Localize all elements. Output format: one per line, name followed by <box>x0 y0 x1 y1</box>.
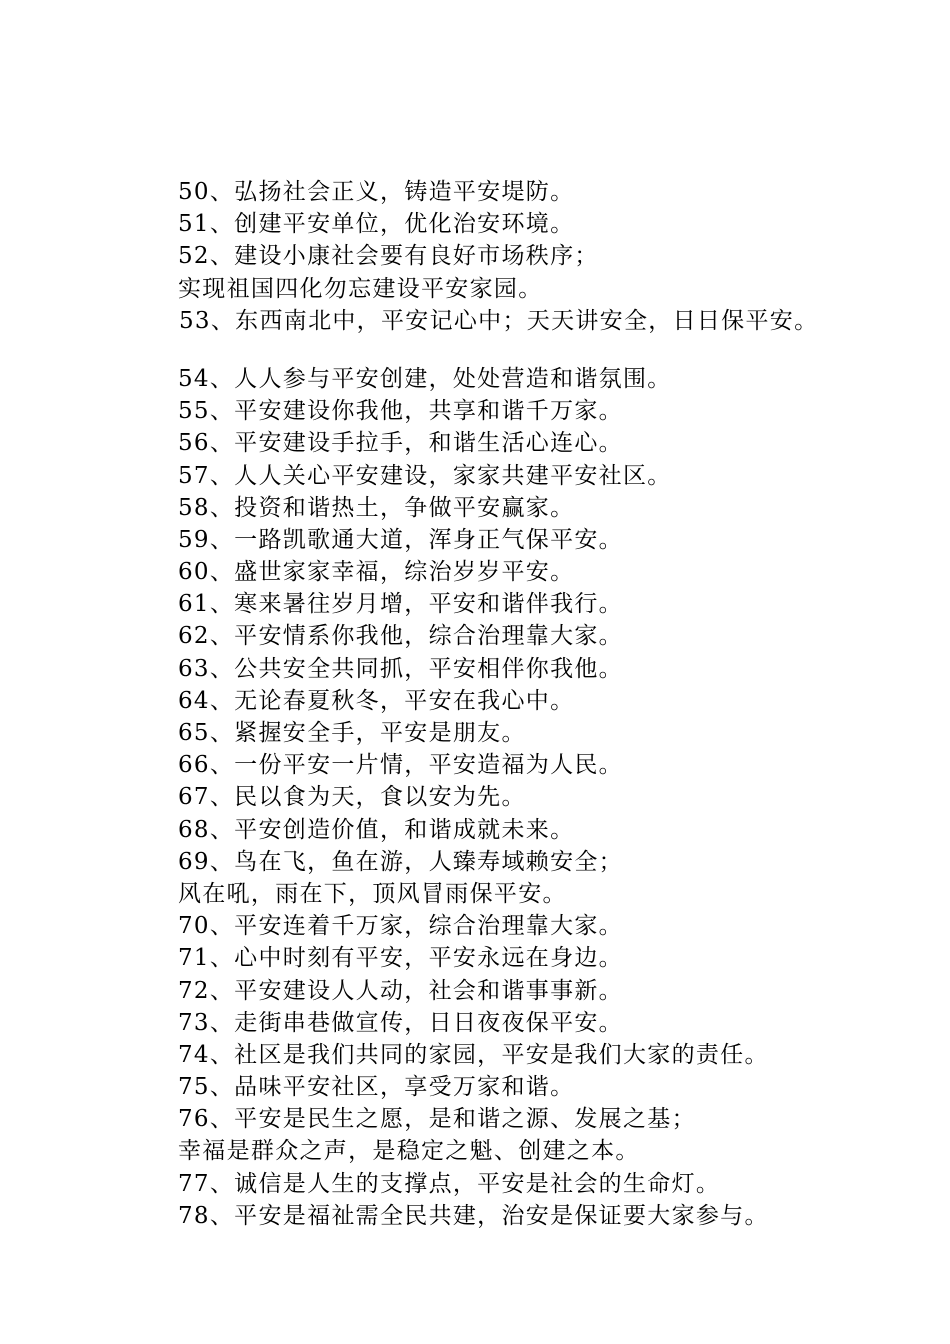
slogan-line-53: 53、东西南北中，平安记心中；天天讲安全，日日保平安。 <box>179 307 819 334</box>
slogan-line-66: 66、一份平安一片情，平安造福为人民。 <box>178 752 623 779</box>
slogan-line-52: 52、建设小康社会要有良好市场秩序； <box>178 243 599 270</box>
slogan-line-67: 67、民以食为天，食以安为先。 <box>178 784 526 811</box>
slogan-line-62: 62、平安情系你我他，综合治理靠大家。 <box>178 623 623 650</box>
slogan-line-71: 71、心中时刻有平安，平安永远在身边。 <box>178 945 623 972</box>
slogan-line-57: 57、人人关心平安建设，家家共建平安社区。 <box>178 462 672 489</box>
slogan-line-52-continued: 实现祖国四化勿忘建设平安家园。 <box>178 275 543 302</box>
slogan-line-64: 64、无论春夏秋冬，平安在我心中。 <box>178 687 575 714</box>
slogan-line-63: 63、公共安全共同抓，平安相伴你我他。 <box>178 655 623 682</box>
slogan-list <box>178 176 918 1232</box>
slogan-line-69-continued: 风在吼，雨在下，顶风冒雨保平安。 <box>178 880 567 907</box>
slogan-line-75: 75、品味平安社区，享受万家和谐。 <box>178 1074 575 1101</box>
slogan-line-78: 78、平安是福祉需全民共建，治安是保证要大家参与。 <box>178 1202 769 1229</box>
slogan-line-50: 50、弘扬社会正义，铸造平安堤防。 <box>178 179 575 205</box>
slogan-line-76-continued: 幸福是群众之声，是稳定之魁、创建之本。 <box>178 1138 640 1165</box>
slogan-line-76: 76、平安是民生之愿，是和谐之源、发展之基； <box>178 1106 696 1133</box>
slogan-line-60: 60、盛世家家幸福，综治岁岁平安。 <box>178 559 575 586</box>
slogan-line-77: 77、诚信是人生的支撑点，平安是社会的生命灯。 <box>178 1170 721 1197</box>
slogan-line-58: 58、投资和谐热土，争做平安赢家。 <box>178 494 575 521</box>
slogan-line-72: 72、平安建设人人动，社会和谐事事新。 <box>178 977 623 1004</box>
slogan-line-73: 73、走街串巷做宣传，日日夜夜保平安。 <box>178 1009 623 1036</box>
slogan-line-59: 59、一路凯歌通大道，浑身正气保平安。 <box>178 526 623 553</box>
slogan-line-68: 68、平安创造价值，和谐成就未来。 <box>178 816 575 843</box>
slogan-line-74: 74、社区是我们共同的家园，平安是我们大家的责任。 <box>178 1041 769 1068</box>
slogan-line-51: 51、创建平安单位，优化治安环境。 <box>178 211 575 238</box>
slogan-line-61: 61、寒来暑往岁月增，平安和谐伴我行。 <box>178 591 623 618</box>
slogan-line-69: 69、鸟在飞，鱼在游，人臻寿域赖安全； <box>178 848 623 875</box>
slogan-line-55: 55、平安建设你我他，共享和谐千万家。 <box>178 398 623 425</box>
slogan-line-65: 65、紧握安全手，平安是朋友。 <box>178 720 526 746</box>
slogan-line-54: 54、人人参与平安创建，处处营造和谐氛围。 <box>178 365 672 392</box>
slogan-line-56: 56、平安建设手拉手，和谐生活心连心。 <box>178 430 623 457</box>
slogan-line-70: 70、平安连着千万家，综合治理靠大家。 <box>178 913 623 940</box>
